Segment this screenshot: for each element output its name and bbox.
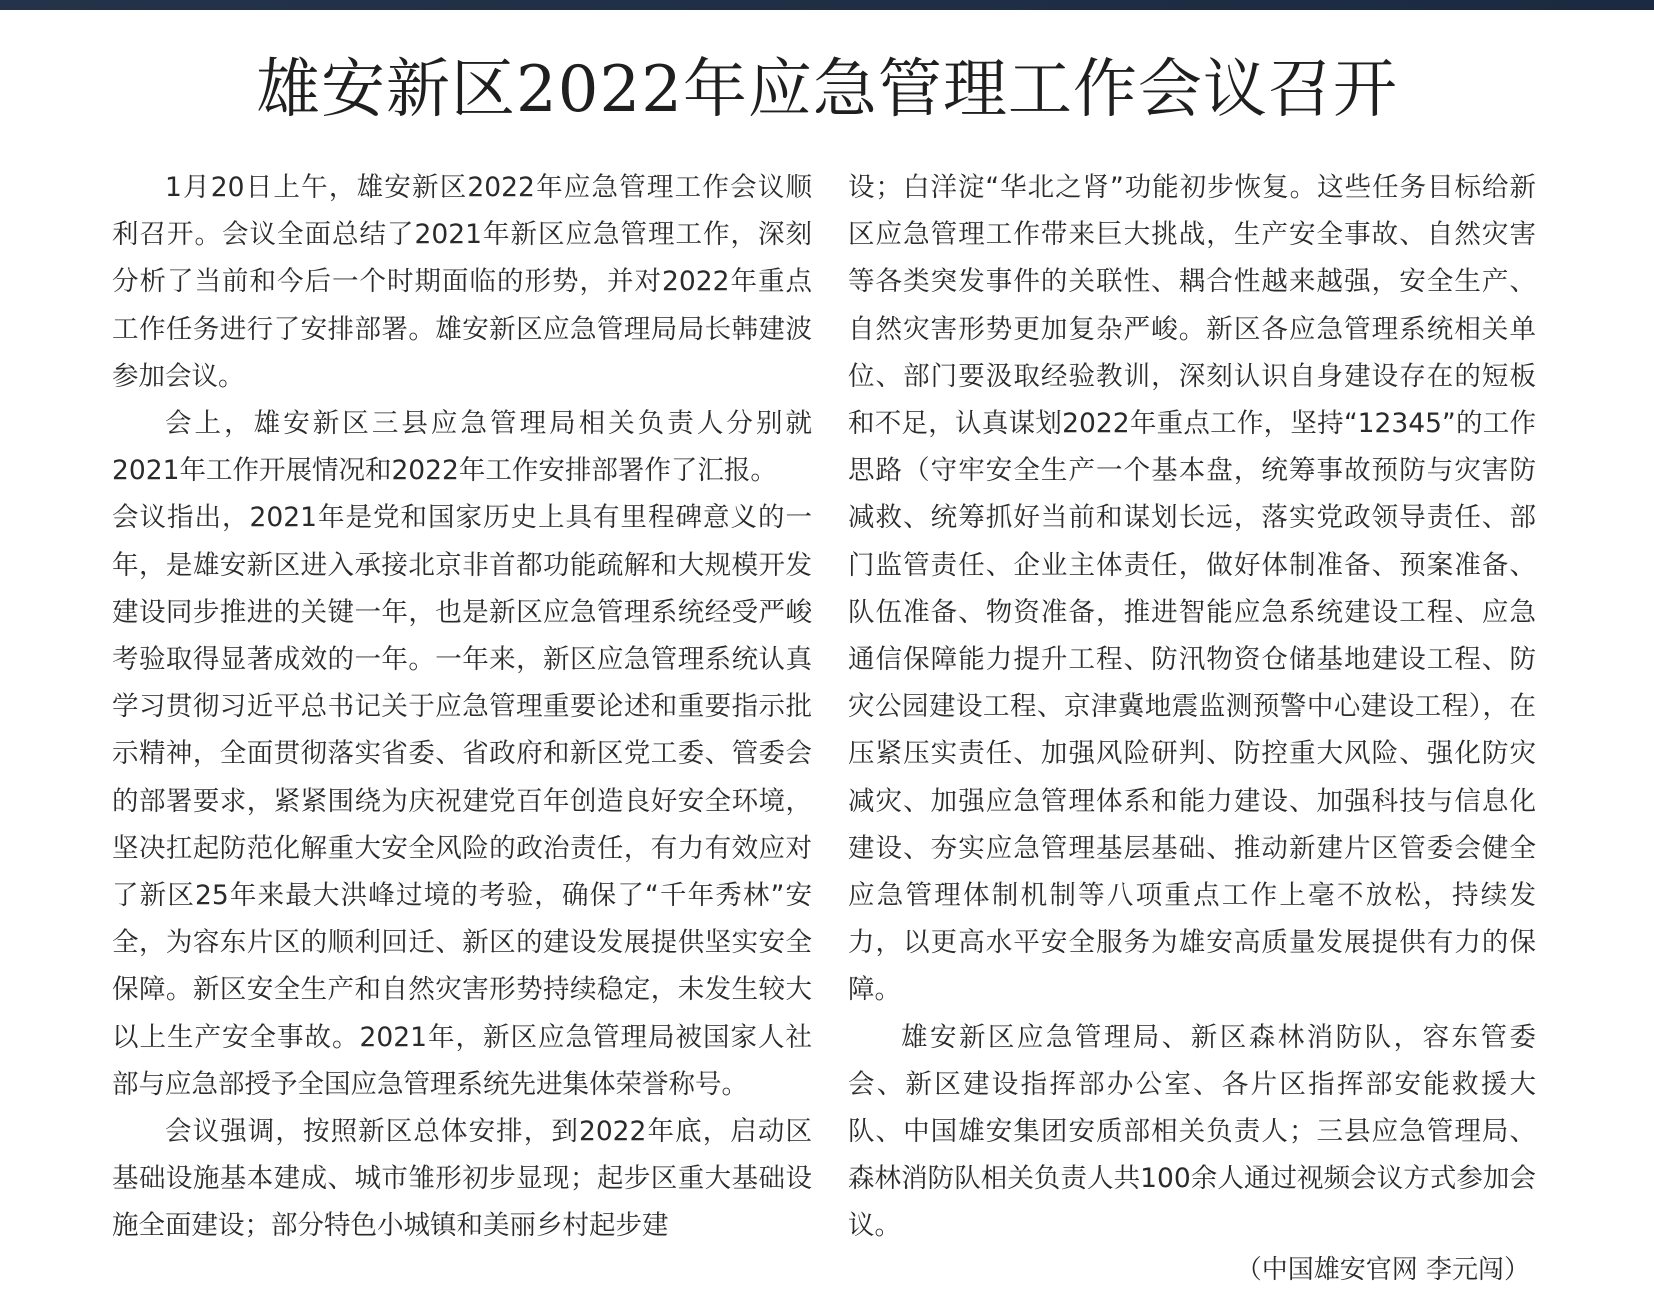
- article-column-right: [848, 164, 1536, 1250]
- article-title: 雄安新区2022年应急管理工作会议召开: [256, 53, 1398, 127]
- paragraph: 1月20日上午，雄安新区2022年应急管理工作会议顺利召开。会议全面总结了2021年新区应急管理工作，深刻分析了当前和今后一个时期面临的形势，并对2022年重点工作任务进行了安排部署。雄安新区应急管理局局长韩建波参加会议。: [112, 172, 812, 392]
- paragraph: 雄安新区应急管理局、新区森林消防队，容东管委会、新区建设指挥部办公室、各片区指挥部安能救援大队、中国雄安集团安质部相关负责人；三县应急管理局、森林消防队相关负责人共100余人通过视频会议方式参加会议。: [848, 1021, 1536, 1242]
- paragraph: 会上，雄安新区三县应急管理局相关负责人分别就2021年工作开展情况和2022年工作安排部署作了汇报。: [112, 408, 812, 487]
- paragraph: 设；白洋淀“华北之肾”功能初步恢复。这些任务目标给新区应急管理工作带来巨大挑战，生产安全事故、自然灾害等各类突发事件的关联性、耦合性越来越强，安全生产、自然灾害形势更加复杂严峻。新区各应急管理系统相关单位、部门要汲取经验教训，深刻认识自身建设存在的短板和不足，认真谋划2022年重点工作，坚持“12345”的工作思路（守牢安全生产一个基本盘，统筹事故预防与灾害防减救、统筹抓好当前和谋划长远，落实党政领导责任、部门监管责任、企业主体责任，做好体制准备、预案准备、队伍准备、物资准备，推进智能应急系统建设工程、应急通信保障能力提升工程、防汛物资仓储基地建设工程、防灾公园建设工程、京津冀地震监测预警中心建设工程），在压紧压实责任、加强风险研判、防控重大风险、强化防灾减灾、加强应急管理体系和能力建设、加强科技与信息化建设、夯实应急管理基层基础、推动新建片区管委会健全应急管理体制机制等八项重点工作上毫不放松，持续发力，以更高水平安全服务为雄安高质量发展提供有力的保障。: [848, 172, 1536, 1006]
- paragraph: 会议强调，按照新区总体安排，到2022年底，启动区基础设施基本建成、城市雏形初步显现；起步区重大基础设施全面建设；部分特色小城镇和美丽乡村起步建: [112, 1116, 812, 1242]
- paragraph: 会议指出，2021年是党和国家历史上具有里程碑意义的一年，是雄安新区进入承接北京非首都功能疏解和大规模开发建设同步推进的关键一年，也是新区应急管理系统经受严峻考验取得显著成效的一年。一年来，新区应急管理系统认真学习贯彻习近平总书记关于应急管理重要论述和重要指示批示精神，全面贯彻落实省委、省政府和新区党工委、管委会的部署要求，紧紧围绕为庆祝建党百年创造良好安全环境，坚决扛起防范化解重大安全风险的政治责任，有力有效应对了新区25年来最大洪峰过境的考验，确保了“千年秀林”安全，为容东片区的顺利回迁、新区的建设发展提供坚实安全保障。新区安全生产和自然灾害形势持续稳定，未发生较大以上生产安全事故。2021年，新区应急管理局被国家人社部与应急部授予全国应急管理系统先进集体荣誉称号。: [112, 502, 812, 1100]
- article-column-left: [112, 164, 812, 1250]
- top-accent-bar: [0, 0, 1654, 10]
- article-source: （中国雄安官网 李元闯）: [1235, 1255, 1530, 1285]
